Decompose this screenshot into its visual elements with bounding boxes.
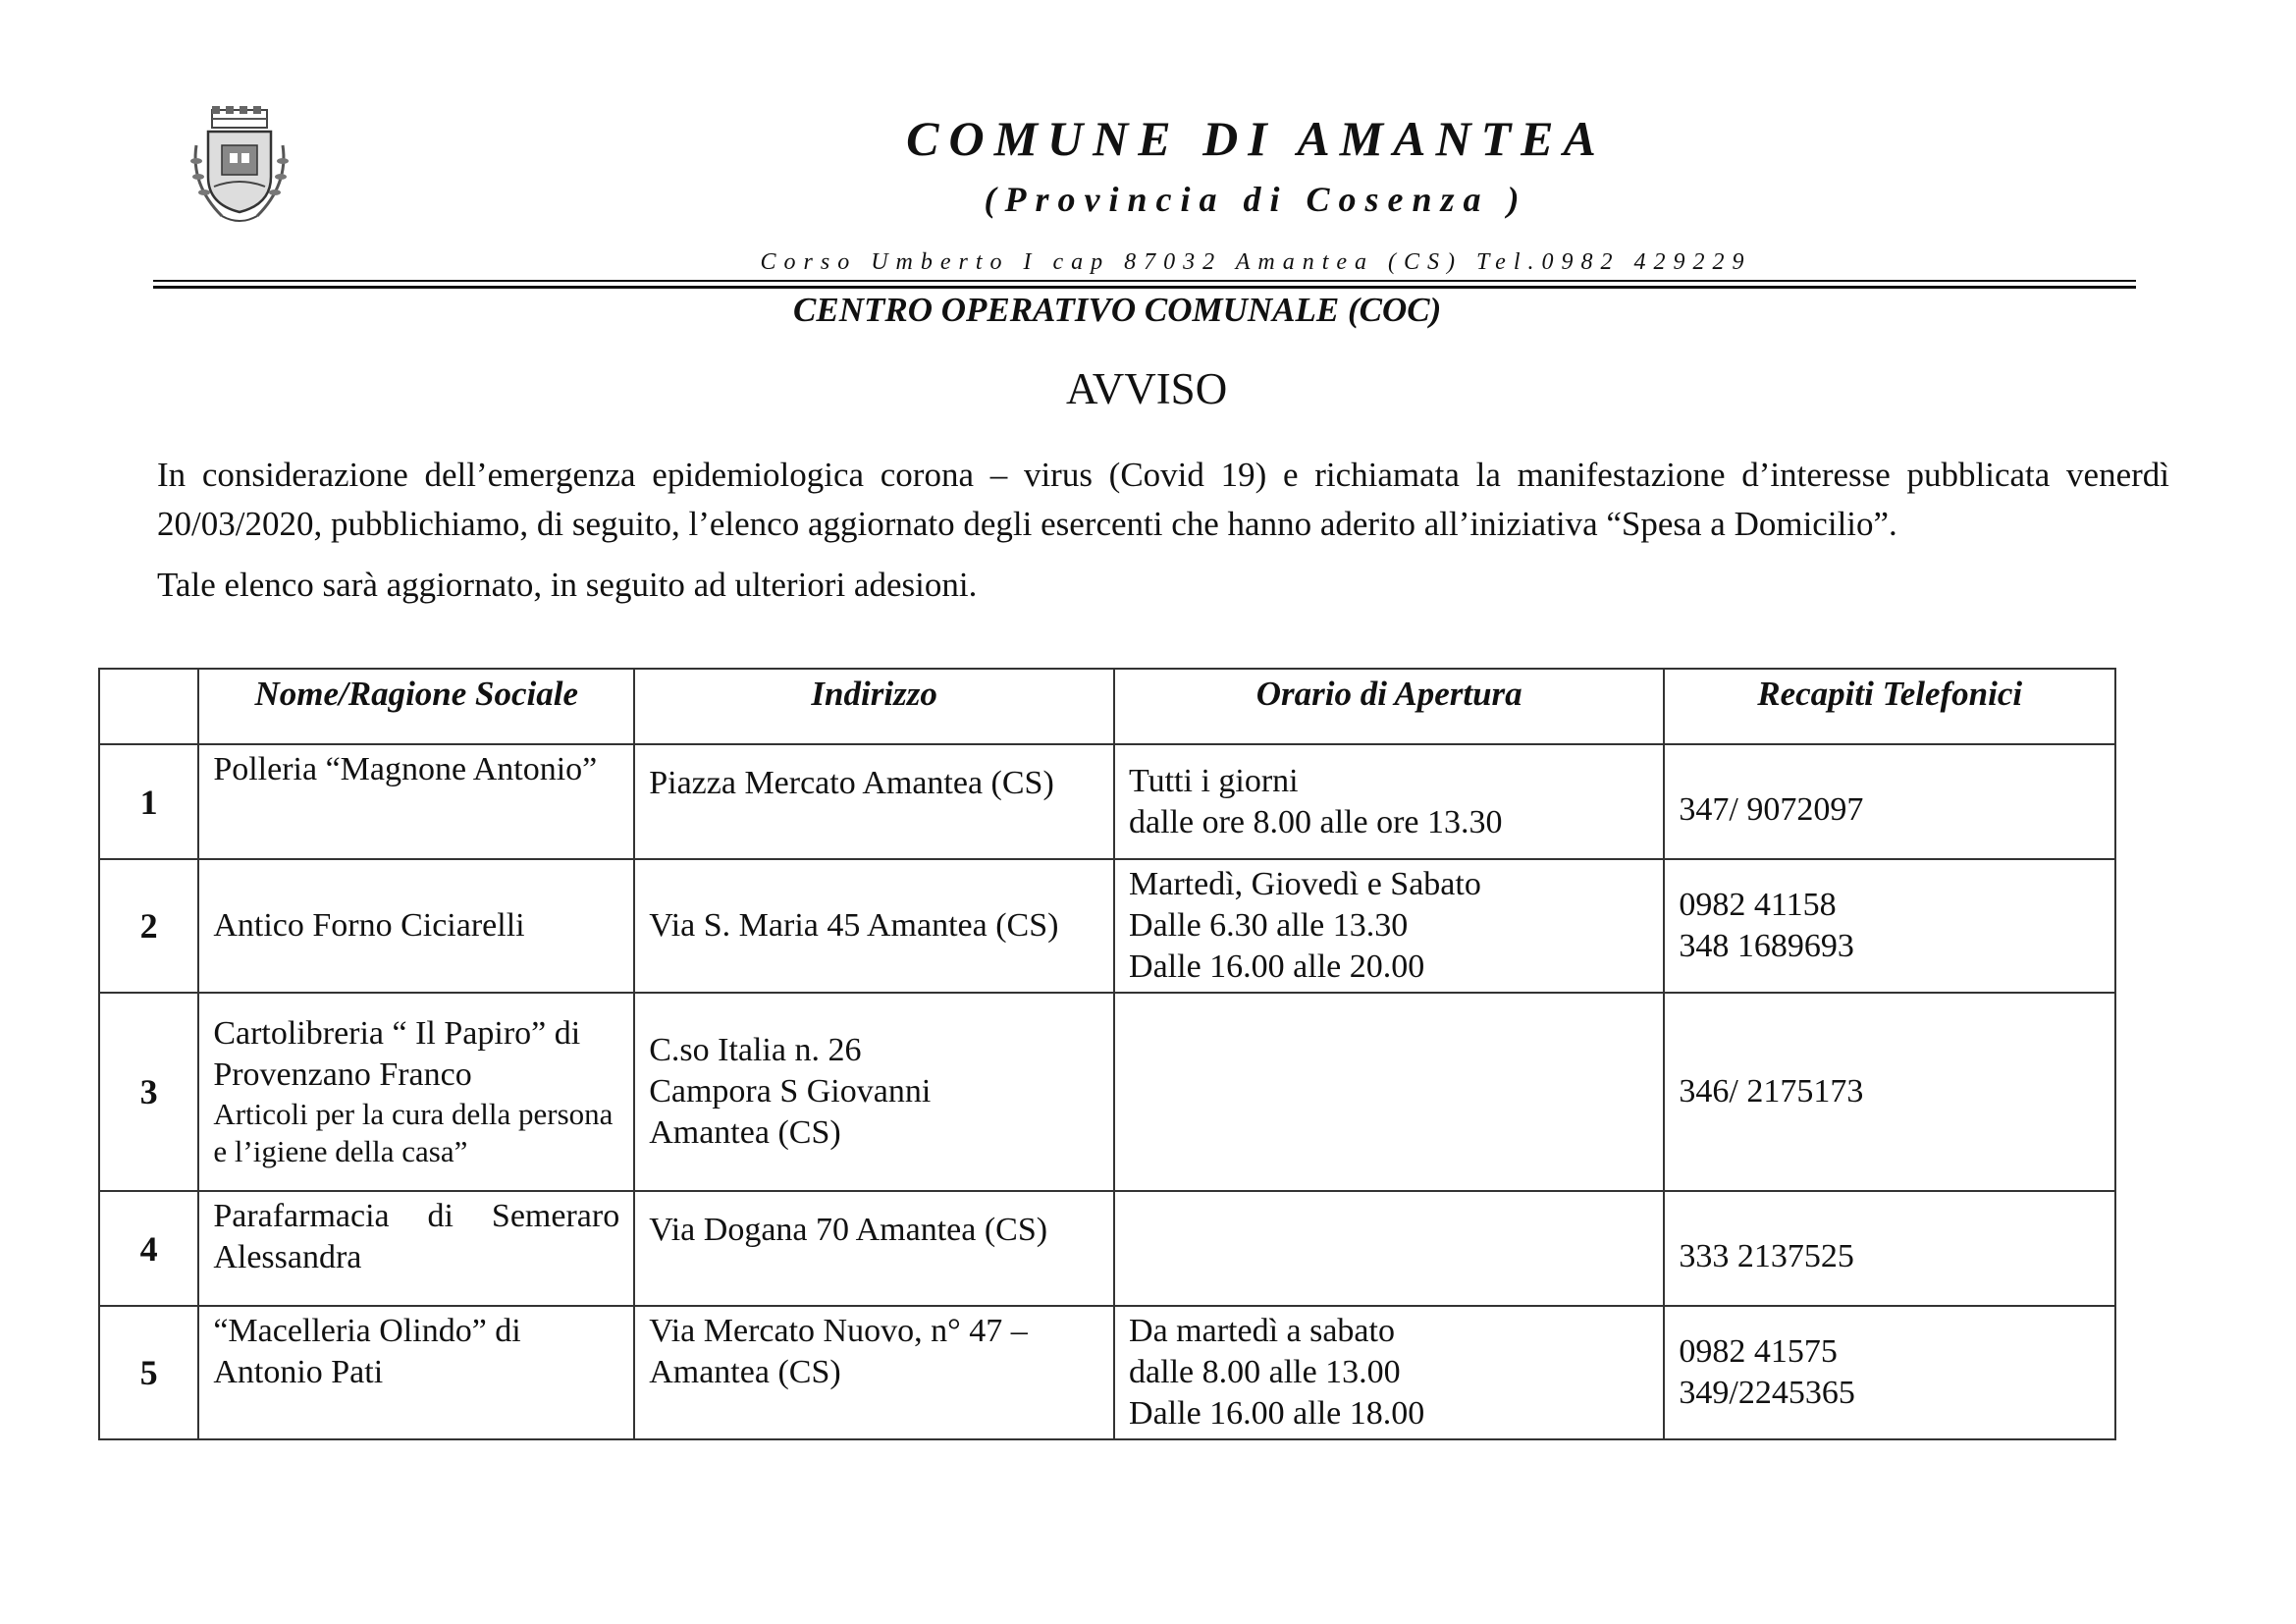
merchant-address	[634, 1191, 1114, 1306]
merchant-name	[198, 1191, 634, 1306]
table-row	[99, 993, 2115, 1191]
merchant-name-text: “Macelleria Olindo” di Antonio Pati	[213, 1313, 521, 1390]
office-heading: CENTRO OPERATIVO COMUNALE (COC)	[793, 291, 1442, 329]
row-number: 4	[99, 1191, 198, 1306]
hours-line: Dalle 16.00 alle 20.00	[1129, 948, 1425, 985]
merchant-name	[198, 859, 634, 993]
header-divider-thick	[153, 286, 2136, 289]
merchant-name-note: Articoli per la cura della persona e l’igiene della casa”	[213, 1097, 614, 1168]
phone-number: 0982 41575	[1679, 1333, 1838, 1370]
row-number: 1	[99, 744, 198, 859]
header-number-cell	[99, 669, 198, 744]
merchant-name-text: Cartolibreria “ Il Papiro” di Provenzano Franco	[213, 1015, 581, 1093]
merchant-name	[198, 1306, 634, 1439]
hours-line: Da martedì a sabato	[1129, 1313, 1395, 1349]
merchant-hours	[1114, 744, 1664, 859]
merchant-address	[634, 1306, 1114, 1439]
merchant-address	[634, 993, 1114, 1191]
municipality-address: Corso Umberto I cap 87032 Amantea (CS) Tel.0982 429229	[760, 249, 1752, 275]
hours-line: Dalle 16.00 alle 18.00	[1129, 1395, 1425, 1432]
phone-number: 0982 41158	[1679, 887, 1837, 923]
merchant-phones	[1664, 859, 2115, 993]
merchant-name	[198, 744, 634, 859]
merchant-hours	[1114, 1306, 1664, 1439]
hours-line: Dalle 6.30 alle 13.30	[1129, 907, 1409, 944]
merchant-phones	[1664, 1306, 2115, 1439]
province-subtitle: (Provincia di Cosenza )	[984, 180, 1528, 219]
address-line: Amantea (CS)	[649, 1114, 841, 1151]
address-line: Campora S Giovanni	[649, 1073, 932, 1110]
hours-line: dalle 8.00 alle 13.00	[1129, 1354, 1401, 1390]
merchant-hours	[1114, 859, 1664, 993]
table-row	[99, 1306, 2115, 1439]
phone-number: 346/ 2175173	[1679, 1073, 1864, 1110]
notice-title: AVVISO	[1066, 364, 1228, 413]
merchant-address	[634, 744, 1114, 859]
table-row	[99, 859, 2115, 993]
address-line: Via Mercato Nuovo, n° 47 – Amantea (CS)	[649, 1313, 1028, 1390]
address-line: Via S. Maria 45 Amantea (CS)	[649, 907, 1059, 944]
header-hours: Orario di Apertura	[1114, 669, 1664, 744]
municipality-title: COMUNE DI AMANTEA	[906, 111, 1606, 166]
merchant-phones	[1664, 993, 2115, 1191]
table-row	[99, 1191, 2115, 1306]
hours-line: dalle ore 8.00 alle ore 13.30	[1129, 803, 1503, 840]
table-row	[99, 744, 2115, 859]
merchant-phones	[1664, 1191, 2115, 1306]
phone-number: 347/ 9072097	[1679, 790, 1864, 828]
phone-number: 333 2137525	[1679, 1237, 1854, 1274]
merchants-table	[98, 668, 2116, 1440]
merchant-name-text: Polleria “Magnone Antonio”	[213, 751, 598, 787]
merchant-phones	[1664, 744, 2115, 859]
header-phones: Recapiti Telefonici	[1664, 669, 2115, 744]
phone-number: 349/2245365	[1679, 1375, 1855, 1411]
notice-paragraph-2: Tale elenco sarà aggiornato, in seguito ad ulteriori adesioni.	[157, 566, 978, 604]
address-line: Piazza Mercato Amantea (CS)	[649, 765, 1054, 801]
merchant-name	[198, 993, 634, 1191]
header-divider-thin	[153, 280, 2136, 282]
merchant-hours	[1114, 993, 1664, 1191]
notice-body	[157, 451, 2169, 610]
phone-number: 348 1689693	[1679, 928, 1854, 964]
hours-line: Martedì, Giovedì e Sabato	[1129, 866, 1481, 902]
notice-paragraph-1: In considerazione dell’emergenza epidemiologica corona – virus (Covid 19) e richiamata la manifestazione d’interesse pubblicata venerdì 20/03/2020, pubblichiamo, di seguito, l’elenco aggiornato degli esercenti che hanno aderito all’iniziativa “Spesa a Domicilio”.	[157, 456, 2169, 543]
header-address: Indirizzo	[634, 669, 1114, 744]
merchant-name-text: Parafarmacia di Semeraro Alessandra	[213, 1198, 620, 1275]
hours-line: Tutti i giorni	[1129, 762, 1299, 799]
row-number: 2	[99, 859, 198, 993]
header-name: Nome/Ragione Sociale	[198, 669, 634, 744]
address-line: Via Dogana 70 Amantea (CS)	[649, 1212, 1048, 1248]
merchant-name-text: Antico Forno Ciciarelli	[213, 907, 525, 944]
row-number: 5	[99, 1306, 198, 1439]
address-line: C.so Italia n. 26	[649, 1032, 862, 1068]
merchant-hours	[1114, 1191, 1664, 1306]
table-header-row	[99, 669, 2115, 744]
row-number: 3	[99, 993, 198, 1191]
merchant-address	[634, 859, 1114, 993]
